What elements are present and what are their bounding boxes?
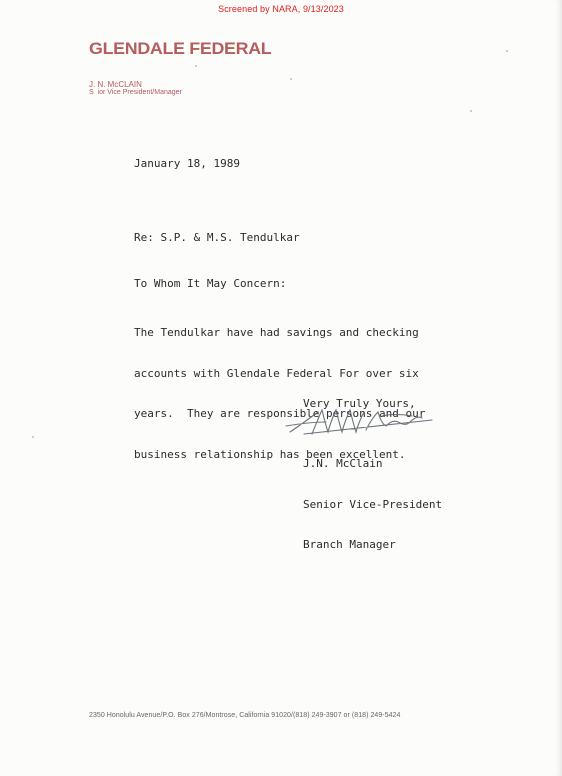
nara-screening-banner: Screened by NARA, 9/13/2023 <box>218 4 344 14</box>
letterhead-footer-address: 2350 Honolulu Avenue/P.O. Box 276/Montrose, California 91020/(818) 249-3907 or (818) 249-5424 <box>89 712 401 719</box>
paper-speck <box>195 65 197 67</box>
signer-name: J.N. McClain <box>303 457 383 470</box>
letter-body-line: The Tendulkar have had savings and checking <box>134 326 419 339</box>
letter-date: January 18, 1989 <box>134 157 240 170</box>
letter-salutation: To Whom It May Concern: <box>134 277 287 290</box>
paper-speck <box>506 50 508 52</box>
letter-subject-line: Re: S.P. & M.S. Tendulkar <box>134 231 300 244</box>
letter-body-line: business relationship has been excellent. <box>134 447 406 461</box>
letterhead-brand: GLENDALE FEDERAL <box>89 39 272 58</box>
letterhead-sender-title: S ior Vice President/Manager <box>89 89 182 96</box>
signer-block <box>303 430 442 579</box>
letter-closing: Very Truly Yours, <box>303 397 416 410</box>
letter-body-line: accounts with Glendale Federal For over six <box>134 366 419 380</box>
paper-speck <box>290 78 292 80</box>
signer-title: Senior Vice-President <box>303 497 443 511</box>
signer-position: Branch Manager <box>303 538 396 551</box>
paper-speck <box>32 436 34 438</box>
letterhead-sender-name: J. N. McCLAIN <box>89 80 142 89</box>
paper-speck <box>470 110 472 112</box>
letter-body-line: years. They are responsible persons and our <box>134 407 426 420</box>
